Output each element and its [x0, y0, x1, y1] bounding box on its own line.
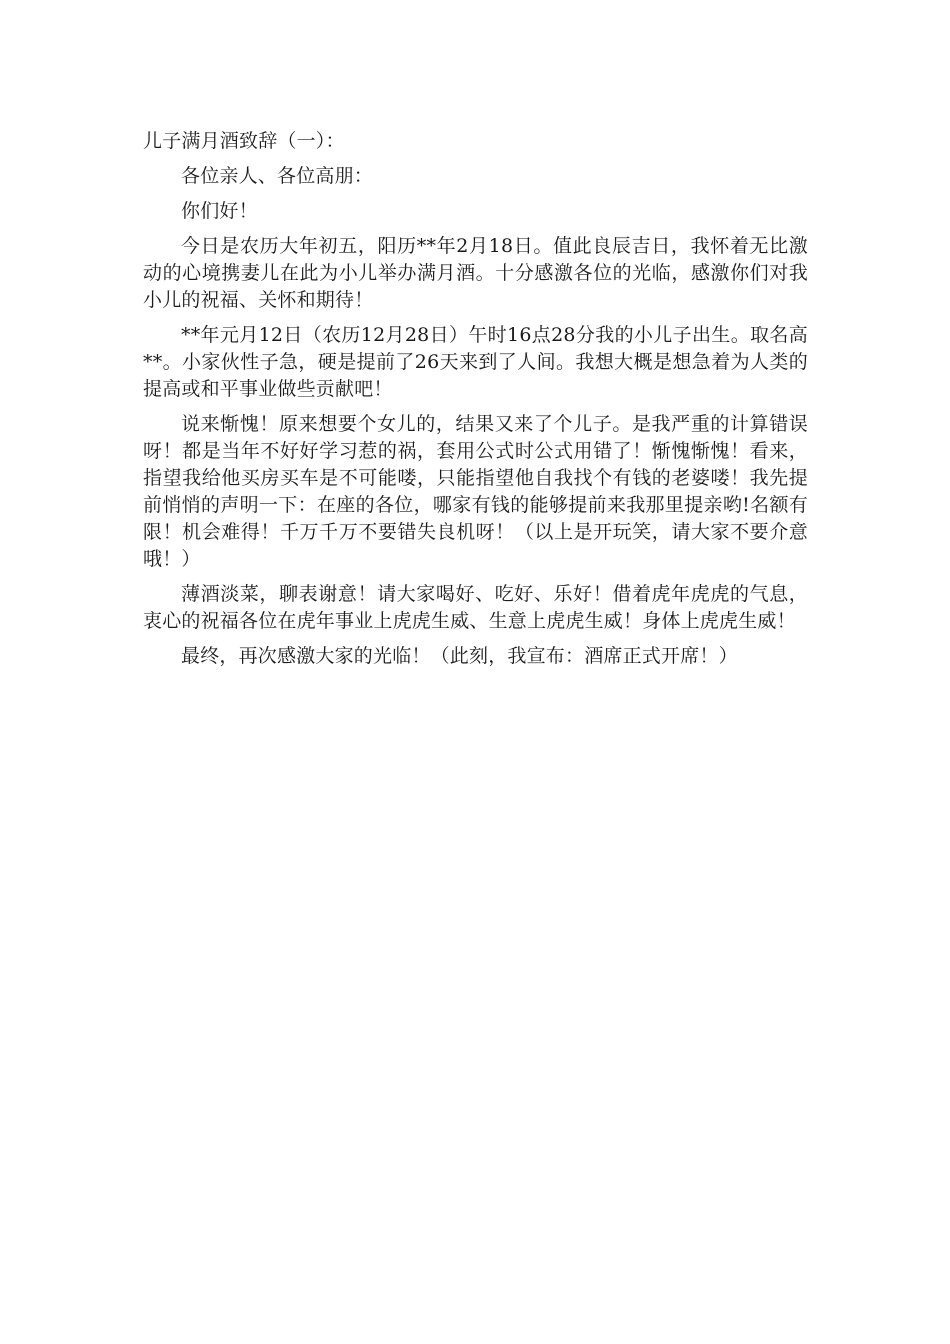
- paragraph-joke: 说来惭愧！原来想要个女儿的，结果又来了个儿子。是我严重的计算错误呀！都是当年不好好学习惹的祸，套用公式时公式用错了！惭愧惭愧！看来，指望我给他买房买车是不可能喽，只能指望他自我找个有钱的老婆喽！我先提前悄悄的声明一下：在座的各位，哪家有钱的能够提前来我那里提亲哟!名额有限！机会难得！千万千万不要错失良机呀！（以上是开玩笑，请大家不要介意哦！）: [143, 413, 808, 570]
- paragraph-greeting: 各位亲人、各位高朋：: [181, 165, 374, 187]
- paragraph-thanks: 薄酒淡菜，聊表谢意！请大家喝好、吃好、乐好！借着虎年虎虎的气息，衷心的祝福各位在虎年事业上虎虎生威、生意上虎虎生威！身体上虎虎生威！: [143, 583, 808, 632]
- paragraph-closing: 最终，再次感激大家的光临！（此刻，我宣布：酒席正式开席！）: [181, 645, 738, 667]
- document-body: [143, 128, 808, 678]
- paragraph-hello: 你们好！: [181, 200, 258, 222]
- paragraph-occasion: 今日是农历大年初五，阳历**年2月18日。值此良辰吉日，我怀着无比激动的心境携妻儿在此为小儿举办满月酒。十分感激各位的光临，感激你们对我小儿的祝福、关怀和期待！: [143, 235, 808, 311]
- paragraph-birth: **年元月12日（农历12月28日）午时16点28分我的小儿子出生。取名高**。小家伙性子急，硬是提前了26天来到了人间。我想大概是想急着为人类的提高或和平事业做些贡献吧！: [143, 324, 808, 400]
- document-title: 儿子满月酒致辞（一）：: [143, 130, 345, 152]
